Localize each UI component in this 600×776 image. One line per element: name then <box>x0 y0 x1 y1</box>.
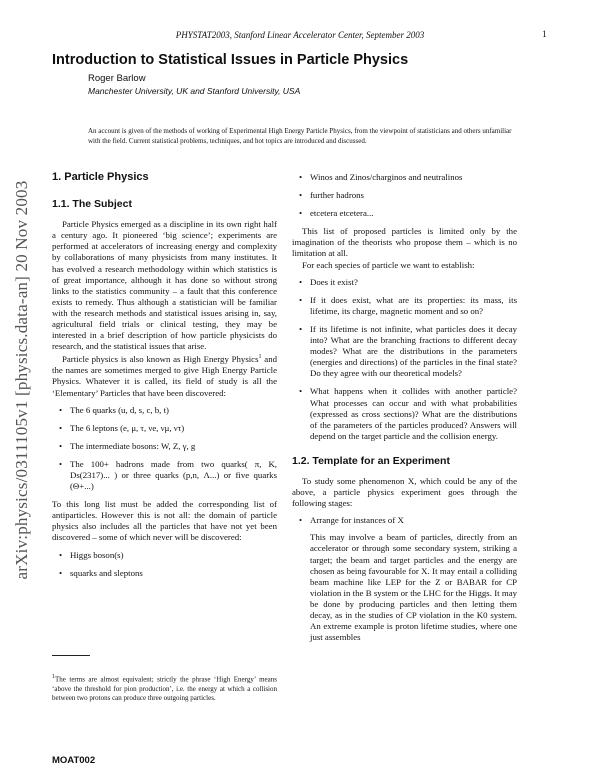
list-item: • The 100+ hadrons made from two quarks( π, K, Ds(2317)... ) or three quarks (p,n, Λ...) or five quarks (Θ+...) <box>52 459 277 492</box>
list-item: • The 6 quarks (u, d, s, c, b, t) <box>52 405 277 416</box>
list-item: • If its lifetime is not infinite, what particles does it decay into? What are the branching fractions to different decay modes? What are the distributions in the parameters (energies and directions) of the particles in the final state? Do they agree with our theoretical models? <box>292 324 517 379</box>
paragraph: Particle Physics emerged as a discipline in its own right half a century ago. It pioneered ‘big science’; experiments are performed at accelerators of increasing energy and complexity by collaborations of many physicists from many institutes. It has evolved a research methodology within which statistics is of great importance, although it has done so without strong links to the statistics community – a fault that this conference exists to remedy. Thus although a statistician will be familiar with the research methods and statistical issues arising in, say, agricultural field trials or clinical testing, they may be interested in a brief description of how particle physicists do research, and the statistical issues that arise. <box>52 219 277 352</box>
paragraph: This may involve a beam of particles, directly from an accelerator or through some secondary system, striking a target; the beam and target particles and the energy are chosen as being favourable for X. It may entail a colliding beam machine like LEP for the Z or BABAR for CP violation in the B system or the LHC for the Higgs. It may be done by producing particles and then letting them decay, as in the studies of CP violation in the K0 system. An extreme example is proton lifetime studies, where one just assembles <box>310 532 517 643</box>
list-item: • etcetera etcetera... <box>292 208 517 219</box>
list-item: • Does it exist? <box>292 277 517 288</box>
footnote-text: The terms are almost equivalent; strictly the phrase ‘High Energy’ means ‘above the threshold for pion production’, i.e. the energy at which a collision between two protons can produce three outgoing particles. <box>52 675 277 703</box>
right-column <box>292 172 517 643</box>
paragraph <box>52 352 277 398</box>
paragraph: To this long list must be added the corresponding list of antiparticles. However this is not all: the domain of particle physics also includes all the particles that have not yet been discovered – some of which never will be discovered: <box>52 499 277 543</box>
discovered-particles-list <box>52 405 277 493</box>
list-item: • further hadrons <box>292 190 517 201</box>
footnote-mark: 1 <box>258 354 262 361</box>
list-item: • Winos and Zinos/charginos and neutralinos <box>292 172 517 183</box>
paragraph: To study some phenomenon X, which could be any of the above, a particle physics experiment goes through the following stages: <box>292 475 517 509</box>
list-item: • What happens when it collides with another particle? What processes can occur and with what probabilities (expressed as cross sections)? What are the distributions of the parameters of the particles produced? Answers will depend on the target particle and the collision energy. <box>292 386 517 441</box>
footnote-rule <box>52 655 90 656</box>
questions-list <box>292 277 517 442</box>
footnote-mark: 1 <box>52 674 55 680</box>
paragraph-text: and the names are sometimes merged to give High Energy Particle Physics. Whatever it is called, its field of study is all the ‘Elementary’ Particles that have been discovered: <box>52 354 277 398</box>
paragraph: For each species of particle we want to establish: <box>302 259 475 270</box>
page-number: 1 <box>542 30 547 40</box>
left-column <box>52 172 277 586</box>
section-heading: 1. Particle Physics <box>52 171 149 183</box>
list-item: • The 6 leptons (e, μ, τ, νe, νμ, ντ) <box>52 423 277 434</box>
arxiv-stamp: arXiv:physics/0311105v1 [physics.data-an] 20 Nov 2003 <box>12 180 31 580</box>
paper-id-footer: MOAT002 <box>52 755 96 766</box>
list-item: • If it does exist, what are its properties: its mass, its lifetime, its charge, magnetic moment and so on? <box>292 295 517 317</box>
footnote <box>52 673 277 704</box>
undiscovered-particles-list <box>52 550 277 579</box>
running-head: PHYSTAT2003, Stanford Linear Accelerator Center, September 2003 <box>175 30 425 40</box>
paragraph: This list of proposed particles is limited only by the imagination of the theorists who propose them – which is no limitation at all. <box>292 226 517 259</box>
list-item: • Arrange for instances of X <box>292 515 517 526</box>
subsection-heading: 1.2. Template for an Experiment <box>292 454 450 467</box>
stages-list <box>292 515 517 526</box>
author-name: Roger Barlow <box>88 73 146 84</box>
list-item: • The intermediate bosons: W, Z, γ, g <box>52 441 277 452</box>
author-affiliation: Manchester University, UK and Stanford University, USA <box>88 86 301 96</box>
list-item: • squarks and sleptons <box>52 568 277 579</box>
paper-title: Introduction to Statistical Issues in Particle Physics <box>52 52 409 68</box>
paragraph-text: Particle physics is also known as High Energy Physics <box>62 354 259 365</box>
more-particles-list <box>292 172 517 219</box>
subsection-heading: 1.1. The Subject <box>52 198 132 211</box>
abstract: An account is given of the methods of working of Experimental High Energy Particle Physics, from the viewpoint of statisticians and others unfamiliar with the field. Current statistical problems, techniques, and hot topics are introduced and discussed. <box>88 127 512 145</box>
list-item: • Higgs boson(s) <box>52 550 277 561</box>
